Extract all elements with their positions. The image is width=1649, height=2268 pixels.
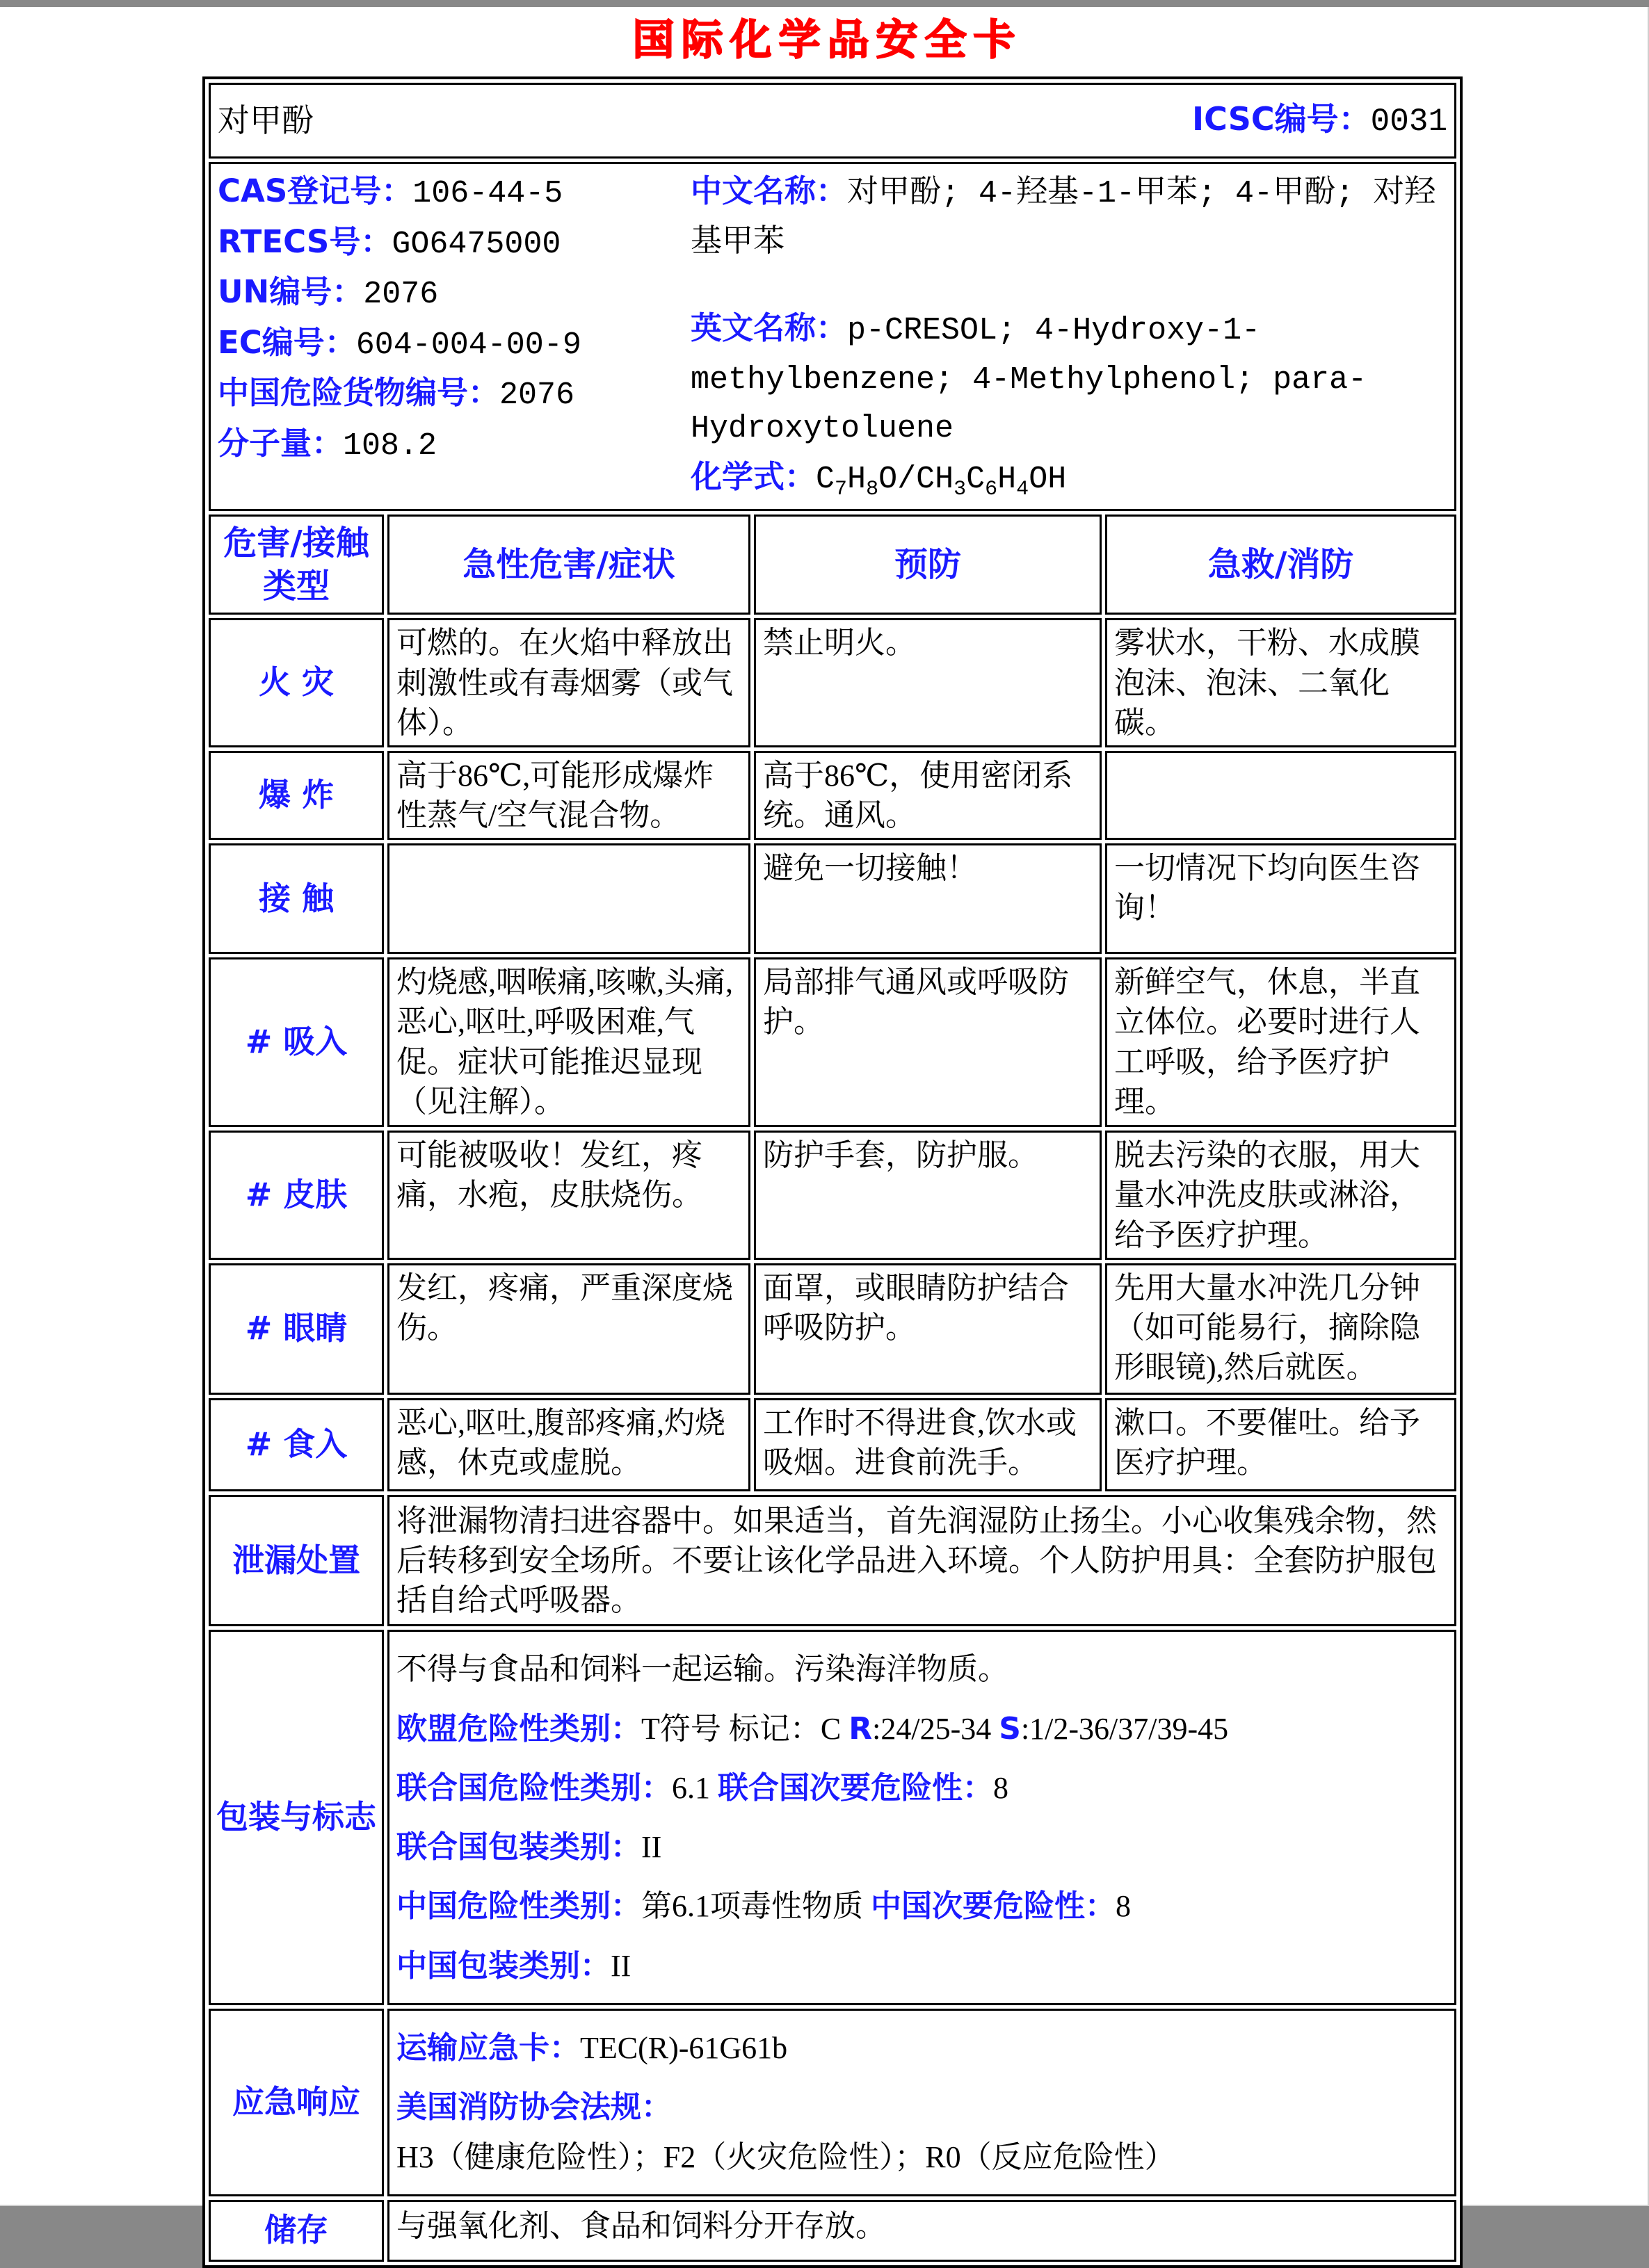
card-header-row: [209, 83, 1456, 159]
section-segment: II: [641, 1830, 662, 1865]
hazard-table-header-row: [209, 515, 1456, 615]
icsc-number-value: 0031: [1370, 103, 1448, 140]
hazard-row-label: # 吸入: [209, 957, 384, 1127]
hazard-prevention-cell: 工作时不得进食,饮水或吸烟。进食前洗手。: [754, 1398, 1102, 1491]
hazard-row-exposure: [209, 843, 1456, 954]
section-segment: 8: [1116, 1889, 1131, 1924]
section-segment: 8: [993, 1770, 1008, 1805]
section-segment: :24/25-34: [872, 1711, 999, 1746]
formula-line: [691, 454, 1447, 505]
hazard-prevention-cell: 避免一切接触！: [754, 843, 1102, 954]
identifier-list: [218, 167, 691, 506]
hazard-firstaid-cell: [1105, 751, 1456, 840]
identifier-line-2: [218, 269, 691, 318]
hazard-firstaid-cell: 雾状水，干粉、水成膜泡沫、泡沫、二氧化碳。: [1105, 618, 1456, 747]
english-name-line: [691, 305, 1447, 453]
hazard-symptoms-cell: 高于86℃,可能形成爆炸性蒸气/空气混合物。: [387, 751, 750, 840]
hazard-firstaid-cell: 脱去污染的衣服，用大量水冲洗皮肤或淋浴，给予医疗护理。: [1105, 1131, 1456, 1260]
identifier-label: CAS登记号：: [218, 172, 413, 209]
section-line-4: [396, 1881, 1447, 1931]
english-name-label: 英文名称：: [691, 309, 848, 347]
section-segment: 联合国危险性类别：: [396, 1769, 672, 1806]
identifier-label: 中国危险货物编号：: [218, 374, 500, 412]
hazard-column-header-0: 危害/接触类型: [209, 515, 384, 615]
hazard-row-label: 火 灾: [209, 618, 384, 747]
icsc-number: [1192, 99, 1447, 143]
hazard-row-label: # 皮肤: [209, 1131, 384, 1260]
section-segment: 欧盟危险性类别：: [396, 1710, 641, 1747]
identifier-value: 106-44-5: [412, 176, 563, 211]
section-segment: 不得与食品和饲料一起运输。污染海洋物质。: [396, 1652, 1008, 1687]
section-segment: 联合国次要危险性：: [718, 1769, 993, 1806]
section-line-1: [396, 2082, 1447, 2182]
section-segment: 运输应急卡：: [396, 2030, 580, 2066]
section-segment: :1/2-36/37/39-45: [1020, 1711, 1229, 1746]
hazard-symptoms-cell: 灼烧感,咽喉痛,咳嗽,头痛,恶心,呕吐,呼吸困难,气促。症状可能推迟显现（见注解）。: [387, 957, 750, 1127]
section-segment: 第6.1项毒性物质: [641, 1889, 871, 1924]
identifier-label: RTECS号：: [218, 222, 392, 260]
chinese-name-line: [691, 168, 1447, 266]
hazard-symptoms-cell: [387, 843, 750, 954]
hazard-symptoms-cell: 恶心,呕吐,腹部疼痛,灼烧感，休克或虚脱。: [387, 1398, 750, 1491]
section-line-0: [396, 2206, 1447, 2246]
section-line-0: [396, 2023, 1447, 2073]
hazard-row-label: 接 触: [209, 843, 384, 954]
identifier-label: EC编号：: [218, 323, 356, 361]
section-row-storage: [209, 2200, 1456, 2262]
hazard-prevention-cell: 禁止明火。: [754, 618, 1102, 747]
identifier-value: 2076: [363, 277, 439, 313]
hazard-prevention-cell: 局部排气通风或呼吸防护。: [754, 957, 1102, 1127]
section-segment: II: [611, 1948, 632, 1983]
section-content: [387, 1495, 1456, 1627]
section-segment: 中国包装类别：: [396, 1947, 611, 1984]
identifier-line-1: [218, 219, 691, 268]
hazard-firstaid-cell: 新鲜空气，休息，半直立体位。必要时进行人工呼吸，给予医疗护理。: [1105, 957, 1456, 1127]
identifier-value: 108.2: [343, 428, 437, 464]
identifier-line-5: [218, 421, 691, 470]
chinese-name-value: 对甲酚; 4-羟基-1-甲苯; 4-甲酚; 对羟基甲苯: [691, 176, 1436, 261]
section-segment: T符号 标记：C: [641, 1711, 849, 1746]
icsc-card-table: [202, 76, 1463, 2268]
identifier-line-4: [218, 370, 691, 419]
hazard-row-fire: [209, 618, 1456, 747]
section-segment: S: [999, 1710, 1021, 1747]
section-line-2: [396, 1763, 1447, 1813]
icsc-number-label: ICSC编号：: [1192, 99, 1371, 138]
hazard-column-header-3: 急救/消防: [1105, 515, 1456, 615]
section-segment: 中国危险性类别：: [396, 1888, 641, 1925]
chinese-name-label: 中文名称：: [691, 172, 848, 209]
hazard-row-eyes: [209, 1263, 1456, 1395]
hazard-row-label: 爆 炸: [209, 751, 384, 840]
identifier-label: 分子量：: [218, 424, 344, 462]
section-segment: 将泄漏物清扫进容器中。如果适当，首先润湿防止扬尘。小心收集残余物，然后转移到安全场所。不要让该化学品进入环境。个人防护用具：全套防护服包括自给式呼吸器。: [396, 1503, 1437, 1618]
section-segment: 6.1: [672, 1770, 718, 1805]
hazard-symptoms-cell: 发红，疼痛，严重深度烧伤。: [387, 1263, 750, 1395]
hazard-row-explosion: [209, 751, 1456, 840]
hazard-row-ingestion: [209, 1398, 1456, 1491]
hazard-prevention-cell: 面罩，或眼睛防护结合呼吸防护。: [754, 1263, 1102, 1395]
identifier-label: UN编号：: [218, 273, 364, 311]
section-content: [387, 2200, 1456, 2262]
section-line-0: [396, 1501, 1447, 1621]
identifier-value: 2076: [499, 378, 575, 414]
section-segment: 联合国包装类别：: [396, 1829, 641, 1865]
hazard-firstaid-cell: 一切情况下均向医生咨询！: [1105, 843, 1456, 954]
names-block: [691, 167, 1447, 506]
identifier-line-3: [218, 320, 691, 369]
section-label: 泄漏处置: [209, 1495, 384, 1627]
hazard-row-skin: [209, 1131, 1456, 1260]
section-row-spill: [209, 1495, 1456, 1627]
hazard-prevention-cell: 防护手套，防护服。: [754, 1131, 1102, 1260]
substance-name: 对甲酚: [218, 102, 314, 138]
section-segment: 与强氧化剂、食品和饲料分开存放。: [396, 2208, 886, 2243]
section-segment: 美国消防协会法规：: [396, 2089, 672, 2125]
hazard-firstaid-cell: 漱口。不要催吐。给予医疗护理。: [1105, 1398, 1456, 1491]
icsc-document-page: [0, 7, 1649, 2249]
section-segment: 中国次要危险性：: [871, 1888, 1116, 1925]
section-label: 包装与标志: [209, 1630, 384, 2005]
hazard-row-label: # 眼睛: [209, 1263, 384, 1395]
section-line-3: [396, 1822, 1447, 1872]
section-segment: H3（健康危险性）；F2（火灾危险性）；R0（反应危险性）: [396, 2139, 1175, 2174]
hazard-column-header-1: 急性危害/症状: [387, 515, 750, 615]
section-line-5: [396, 1941, 1447, 1991]
hazard-row-inhalation: [209, 957, 1456, 1127]
formula-label: 化学式：: [691, 457, 817, 495]
section-segment: TEC(R)-61G61b: [580, 2031, 788, 2066]
section-label: 储存: [209, 2200, 384, 2262]
hazard-row-label: # 食入: [209, 1398, 384, 1491]
hazard-symptoms-cell: 可能被吸收！发红，疼痛，水疱，皮肤烧伤。: [387, 1131, 750, 1260]
section-content: [387, 1630, 1456, 2005]
section-line-0: [396, 1644, 1447, 1694]
formula-value: $C_7H_8O/CH_3C_6H_4OH$: [816, 461, 1067, 501]
hazard-symptoms-cell: 可燃的。在火焰中释放出刺激性或有毒烟雾（或气体）。: [387, 618, 750, 747]
identifier-value: 604-004-00-9: [355, 327, 581, 363]
hazard-firstaid-cell: 先用大量水冲洗几分钟（如可能易行，摘除隐形眼镜),然后就医。: [1105, 1263, 1456, 1395]
section-row-emergency: [209, 2009, 1456, 2196]
hazard-column-header-2: 预防: [754, 515, 1102, 615]
section-segment: R: [848, 1710, 873, 1747]
page-title: 国际化学品安全卡: [632, 16, 1022, 65]
english-name-value: p-CRESOL; 4-Hydroxy-1-methylbenzene; 4-Methylphenol; para-Hydroxytoluene: [691, 313, 1367, 447]
section-label: 应急响应: [209, 2009, 384, 2196]
section-row-packaging: [209, 1630, 1456, 2005]
section-content: [387, 2009, 1456, 2196]
hazard-prevention-cell: 高于86℃，使用密闭系统。通风。: [754, 751, 1102, 840]
section-line-1: [396, 1704, 1447, 1753]
identifiers-row: [209, 162, 1456, 511]
identifier-value: GO6475000: [392, 226, 561, 262]
identifier-line-0: [218, 168, 691, 218]
